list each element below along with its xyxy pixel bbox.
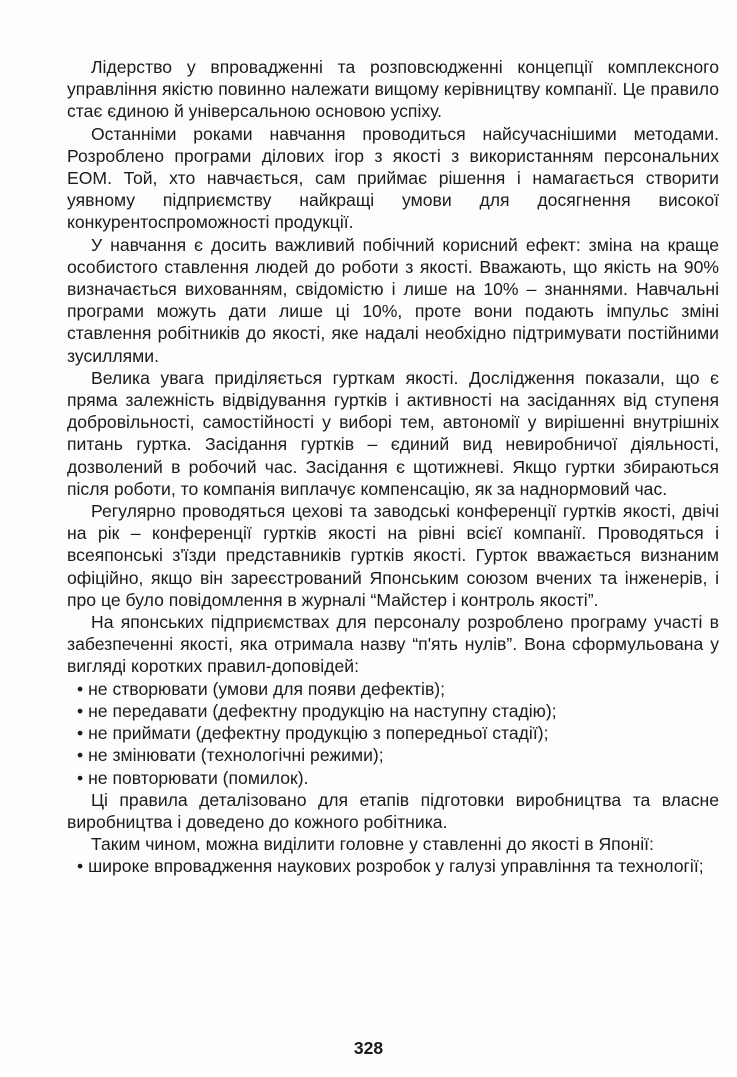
five-zeros-list [67, 678, 719, 789]
paragraph-training-methods: Останніми роками навчання проводиться найсучаснішими методами. Розроблено програми ділових ігор з якості з використанням персональних ЕОМ. Той, хто навчається, сам приймає рішення і намагається створити уявному підприємству найкращі умови для досягнення високої конкурентоспроможності продукції. [67, 123, 719, 233]
list-item: • не приймати (дефектну продукцію з попередньої стадії); [67, 722, 719, 744]
list-item: • не повторювати (помилок). [67, 767, 719, 789]
body-text [67, 56, 719, 878]
list-item: • не створювати (умови для появи дефектів); [67, 678, 719, 700]
list-item: • широке впровадження наукових розробок у галузі управління та технології; [67, 855, 719, 877]
paragraph-training-effect: У навчання є досить важливий побічний корисний ефект: зміна на краще особистого ставлення людей до роботи з якості. Вважають, що якість на 90% визначається вихованням, свідомістю і лише на 10% – знаннями. Навчальні програми можуть дати лише ці 10%, проте вони подають імпульс зміні ставлення робітників до якості, яке надалі необхідно підтримувати постійними зусиллями. [67, 234, 719, 366]
page-number: 328 [353, 1038, 384, 1058]
main-points-list [67, 855, 719, 877]
paragraph-main-points: Таким чином, можна виділити головне у ставленні до якості в Японії: [91, 834, 654, 855]
paragraph-five-zeros: На японських підприємствах для персоналу розроблено програму участі в забезпеченні якості, яка отримала назву “п'ять нулів”. Вона сформульована у вигляді коротких правил-доповідей: [67, 612, 719, 677]
paragraph-rules-detail: Ці правила деталізовано для етапів підготовки виробництва та власне виробництва і доведено до кожного робітника. [67, 789, 719, 832]
list-item: • не змінювати (технологічні режими); [67, 744, 719, 766]
paragraph-quality-circles: Велика увага приділяється гурткам якості. Дослідження показали, що є пряма залежність відвідування гуртків і активності на засіданнях від ступеня добровільності, самостійності у виборі тем, автономії у вирішенні внутрішніх питань гуртка. Засідання гуртків – єдиний вид невиробничої діяльності, дозволений в робочий час. Засідання є щотижневі. Якщо гуртки збираються після роботи, то компанія виплачує компенсацію, як за наднормовий час. [67, 367, 719, 499]
paragraph-conferences: Регулярно проводяться цехові та заводські конференції гуртків якості, двічі на рік – конференції гуртків якості на рівні всієї компанії. Проводяться і всеяпонські з'їзди представників гуртків якості. Гурток вважається визнаним офіційно, якщо він зареєстрований Японським союзом вчених та інженерів, і про це було повідомлення в журналі “Майстер і контроль якості”. [67, 501, 719, 610]
list-item: • не передавати (дефектну продукцію на наступну стадію); [67, 700, 719, 722]
paragraph-leadership: Лідерство у впровадженні та розповсюдженні концепції комплексного управління якістю повинно належати вищому керівництву компанії. Це правило стає єдиною й універсальною основою успіху. [67, 57, 719, 122]
